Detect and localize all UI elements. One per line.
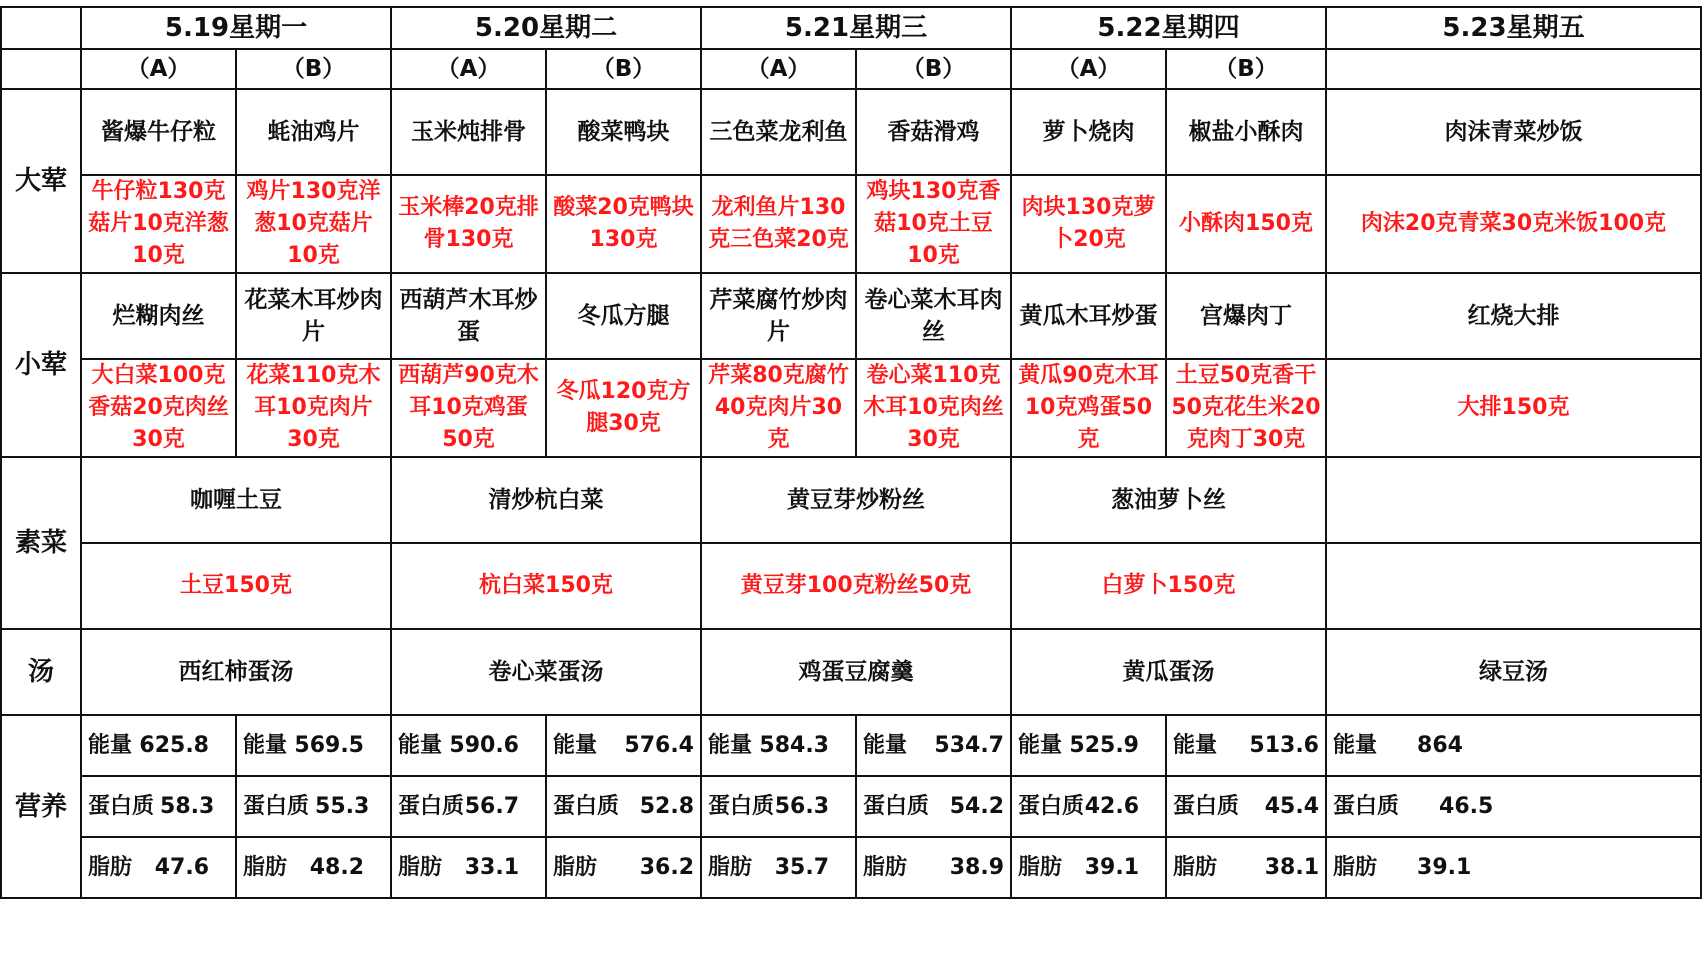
small-ingredients: 土豆50克香干50克花生米20克肉丁30克 [1166, 359, 1326, 457]
protein-label: 蛋白质 [1018, 793, 1085, 819]
energy-value: 534.7 [934, 732, 1004, 758]
fat-label: 脂肪 [243, 854, 288, 880]
fat-value: 38.1 [1264, 854, 1319, 880]
veg-dish-row [1, 457, 1701, 543]
main-ingredient-row [1, 175, 1701, 273]
nutrition-protein-row [1, 776, 1701, 837]
option-corner-cell [1, 49, 81, 89]
small-ingredients: 花菜110克木耳10克肉片30克 [236, 359, 391, 457]
nutrition-energy-cell [701, 715, 856, 776]
fat-label: 脂肪 [708, 854, 753, 880]
nutrition-energy-cell [546, 715, 701, 776]
option-cell: （A） [391, 49, 546, 89]
small-dish-name: 宫爆肉丁 [1166, 273, 1326, 359]
veg-ingredient-row [1, 543, 1701, 629]
energy-label: 能量 [1333, 732, 1378, 758]
nutrition-protein-cell [1166, 776, 1326, 837]
energy-value: 864 [1417, 732, 1463, 758]
veg-ingredients: 黄豆芽100克粉丝50克 [701, 543, 1011, 629]
protein-label: 蛋白质 [553, 793, 620, 819]
main-ingredients: 鸡片130克洋葱10克菇片10克 [236, 175, 391, 273]
main-dish-name: 酱爆牛仔粒 [81, 89, 236, 175]
nutrition-fat-cell [1326, 837, 1701, 898]
nutrition-fat-cell [1166, 837, 1326, 898]
nutrition-fat-row [1, 837, 1701, 898]
protein-value: 56.7 [464, 793, 519, 819]
nutrition-fat-cell [81, 837, 236, 898]
soup-name: 黄瓜蛋汤 [1011, 629, 1326, 715]
protein-label: 蛋白质 [863, 793, 930, 819]
nutrition-energy-cell [1326, 715, 1701, 776]
nutrition-protein-cell [856, 776, 1011, 837]
small-dish-name: 花菜木耳炒肉片 [236, 273, 391, 359]
fat-value: 39.1 [1084, 854, 1139, 880]
nutrition-fat-cell [236, 837, 391, 898]
nutrition-protein-cell [546, 776, 701, 837]
nutrition-fat-cell [856, 837, 1011, 898]
energy-label: 能量 [708, 732, 753, 758]
protein-label: 蛋白质 [88, 793, 155, 819]
option-row [1, 49, 1701, 89]
fat-value: 47.6 [154, 854, 209, 880]
energy-value: 513.6 [1249, 732, 1319, 758]
protein-value: 46.5 [1439, 793, 1494, 819]
fat-value: 36.2 [639, 854, 694, 880]
main-dish-name: 椒盐小酥肉 [1166, 89, 1326, 175]
protein-label: 蛋白质 [708, 793, 775, 819]
energy-label: 能量 [243, 732, 288, 758]
main-ingredients: 小酥肉150克 [1166, 175, 1326, 273]
small-ingredients: 大排150克 [1326, 359, 1701, 457]
category-main: 大荤 [1, 89, 81, 273]
veg-dish-name: 清炒杭白菜 [391, 457, 701, 543]
main-dish-name: 香菇滑鸡 [856, 89, 1011, 175]
main-dish-name: 酸菜鸭块 [546, 89, 701, 175]
nutrition-energy-cell [236, 715, 391, 776]
category-small: 小荤 [1, 273, 81, 457]
option-cell: （B） [236, 49, 391, 89]
nutrition-protein-cell [81, 776, 236, 837]
energy-label: 能量 [553, 732, 598, 758]
category-soup: 汤 [1, 629, 81, 715]
nutrition-protein-cell [391, 776, 546, 837]
day-header-tue: 5.20星期二 [391, 7, 701, 49]
small-dish-name: 芹菜腐竹炒肉片 [701, 273, 856, 359]
small-ingredients: 黄瓜90克木耳10克鸡蛋50克 [1011, 359, 1166, 457]
fat-label: 脂肪 [1173, 854, 1218, 880]
protein-label: 蛋白质 [398, 793, 465, 819]
protein-value: 45.4 [1264, 793, 1319, 819]
nutrition-energy-row [1, 715, 1701, 776]
veg-dish-name: 咖喱土豆 [81, 457, 391, 543]
small-ingredients: 冬瓜120克方腿30克 [546, 359, 701, 457]
veg-dish-name [1326, 457, 1701, 543]
main-ingredients: 肉块130克萝卜20克 [1011, 175, 1166, 273]
nutrition-energy-cell [391, 715, 546, 776]
small-dish-name: 西葫芦木耳炒蛋 [391, 273, 546, 359]
fat-label: 脂肪 [863, 854, 908, 880]
energy-label: 能量 [1173, 732, 1218, 758]
soup-name: 西红柿蛋汤 [81, 629, 391, 715]
veg-ingredients: 杭白菜150克 [391, 543, 701, 629]
protein-value: 58.3 [160, 793, 215, 819]
protein-value: 56.3 [774, 793, 829, 819]
soup-name: 绿豆汤 [1326, 629, 1701, 715]
nutrition-energy-cell [1011, 715, 1166, 776]
small-ingredient-row [1, 359, 1701, 457]
option-cell: （A） [701, 49, 856, 89]
main-dish-name: 蚝油鸡片 [236, 89, 391, 175]
soup-name: 卷心菜蛋汤 [391, 629, 701, 715]
nutrition-protein-cell [1326, 776, 1701, 837]
day-header-row [1, 7, 1701, 49]
main-dish-name: 三色菜龙利鱼 [701, 89, 856, 175]
main-ingredients: 牛仔粒130克菇片10克洋葱10克 [81, 175, 236, 273]
fat-label: 脂肪 [398, 854, 443, 880]
fat-label: 脂肪 [1018, 854, 1063, 880]
small-ingredients: 卷心菜110克木耳10克肉丝30克 [856, 359, 1011, 457]
main-ingredients: 龙利鱼片130克三色菜20克 [701, 175, 856, 273]
small-ingredients: 大白菜100克香菇20克肉丝30克 [81, 359, 236, 457]
energy-label: 能量 [863, 732, 908, 758]
day-header-mon: 5.19星期一 [81, 7, 391, 49]
small-ingredients: 芹菜80克腐竹40克肉片30克 [701, 359, 856, 457]
protein-label: 蛋白质 [1333, 793, 1400, 819]
energy-value: 625.8 [139, 732, 209, 758]
protein-label: 蛋白质 [1173, 793, 1240, 819]
nutrition-protein-cell [701, 776, 856, 837]
protein-value: 42.6 [1084, 793, 1139, 819]
main-ingredients: 玉米棒20克排骨130克 [391, 175, 546, 273]
fat-value: 39.1 [1417, 854, 1472, 880]
fat-label: 脂肪 [1333, 854, 1378, 880]
energy-value: 590.6 [449, 732, 519, 758]
main-ingredients: 酸菜20克鸭块130克 [546, 175, 701, 273]
option-cell: （B） [546, 49, 701, 89]
energy-label: 能量 [88, 732, 133, 758]
option-cell: （A） [81, 49, 236, 89]
energy-label: 能量 [398, 732, 443, 758]
veg-dish-name: 葱油萝卜丝 [1011, 457, 1326, 543]
nutrition-fat-cell [391, 837, 546, 898]
day-header-thu: 5.22星期四 [1011, 7, 1326, 49]
energy-value: 576.4 [624, 732, 694, 758]
nutrition-protein-cell [1011, 776, 1166, 837]
main-dish-name: 萝卜烧肉 [1011, 89, 1166, 175]
category-veg: 素菜 [1, 457, 81, 629]
main-ingredients: 肉沫20克青菜30克米饭100克 [1326, 175, 1701, 273]
main-ingredients: 鸡块130克香菇10克土豆10克 [856, 175, 1011, 273]
nutrition-fat-cell [1011, 837, 1166, 898]
option-cell [1326, 49, 1701, 89]
small-dish-name: 黄瓜木耳炒蛋 [1011, 273, 1166, 359]
protein-value: 55.3 [315, 793, 370, 819]
energy-value: 525.9 [1069, 732, 1139, 758]
energy-label: 能量 [1018, 732, 1063, 758]
small-dish-name: 红烧大排 [1326, 273, 1701, 359]
day-header-fri: 5.23星期五 [1326, 7, 1701, 49]
nutrition-energy-cell [81, 715, 236, 776]
nutrition-fat-cell [701, 837, 856, 898]
category-nutrition: 营养 [1, 715, 81, 898]
weekly-menu-table [0, 6, 1702, 899]
fat-value: 38.9 [949, 854, 1004, 880]
option-cell: （B） [1166, 49, 1326, 89]
fat-value: 48.2 [309, 854, 364, 880]
energy-value: 569.5 [294, 732, 364, 758]
fat-label: 脂肪 [88, 854, 133, 880]
protein-value: 54.2 [949, 793, 1004, 819]
nutrition-protein-cell [236, 776, 391, 837]
main-dish-name: 肉沫青菜炒饭 [1326, 89, 1701, 175]
fat-value: 35.7 [774, 854, 829, 880]
small-dish-name: 烂糊肉丝 [81, 273, 236, 359]
corner-cell [1, 7, 81, 49]
soup-name: 鸡蛋豆腐羹 [701, 629, 1011, 715]
small-dish-name: 卷心菜木耳肉丝 [856, 273, 1011, 359]
main-dish-row [1, 89, 1701, 175]
main-dish-name: 玉米炖排骨 [391, 89, 546, 175]
small-ingredients: 西葫芦90克木耳10克鸡蛋50克 [391, 359, 546, 457]
option-cell: （A） [1011, 49, 1166, 89]
protein-value: 52.8 [639, 793, 694, 819]
day-header-wed: 5.21星期三 [701, 7, 1011, 49]
nutrition-energy-cell [1166, 715, 1326, 776]
option-cell: （B） [856, 49, 1011, 89]
small-dish-name: 冬瓜方腿 [546, 273, 701, 359]
small-dish-row [1, 273, 1701, 359]
veg-ingredients [1326, 543, 1701, 629]
protein-label: 蛋白质 [243, 793, 310, 819]
fat-value: 33.1 [464, 854, 519, 880]
soup-row [1, 629, 1701, 715]
veg-ingredients: 土豆150克 [81, 543, 391, 629]
veg-dish-name: 黄豆芽炒粉丝 [701, 457, 1011, 543]
fat-label: 脂肪 [553, 854, 598, 880]
nutrition-fat-cell [546, 837, 701, 898]
veg-ingredients: 白萝卜150克 [1011, 543, 1326, 629]
energy-value: 584.3 [759, 732, 829, 758]
nutrition-energy-cell [856, 715, 1011, 776]
